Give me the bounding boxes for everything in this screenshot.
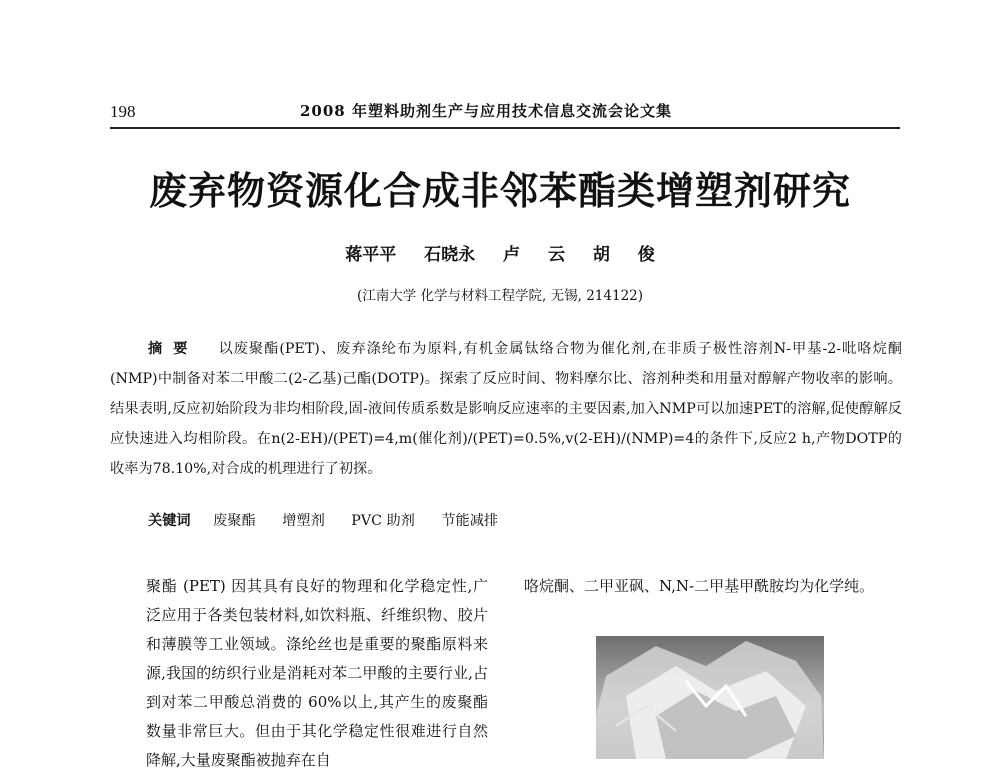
keywords <box>148 510 520 530</box>
body-column-right <box>524 572 902 601</box>
authors: 蒋平平 石晓永 卢 云 胡 俊 <box>345 245 655 265</box>
keyword: PVC 助剂 <box>351 513 415 529</box>
header-rule <box>110 127 900 129</box>
running-header: 2008 年塑料助剂生产与应用技术信息交流会论文集 <box>300 102 672 120</box>
abstract <box>110 334 902 484</box>
body-paragraph: 聚酯 (PET) 因其具有良好的物理和化学稳定性,广泛应用于各类包装材料,如饮料瓶、纤维织物、胶片和薄膜等工业领域。涤纶丝也是重要的聚酯原料来源,我国的纺织行业是消耗对苯二甲酸的主要行业,占到对苯二甲酸总消费的 60%以上,其产生的废聚酯数量非常巨大。但由于其化学稳定性很难进行自然降解,大量废聚酯被抛弃在自 <box>146 577 488 769</box>
body-paragraph: 咯烷酮、二甲亚砜、N,N-二甲基甲酰胺均为化学纯。 <box>524 577 875 595</box>
abstract-text: 以废聚酯(PET)、废弃涤纶布为原料,有机金属钛络合物为催化剂,在非质子极性溶剂N-甲基-2-吡咯烷酮(NMP)中制备对苯二甲酸二(2-乙基)己酯(DOTP)。探索了反应时间、物料摩尔比、溶剂种类和用量对醇解产物收率的影响。结果表明,反应初始阶段为非均相阶段,固-液间传质系数是影响反应速率的主要因素,加入NMP可以加速PET的溶解,促使醇解反应快速进入均相阶段。在n(2-EH)/(PET)=4,m(催化剂)/(PET)=0.5%,v(2-EH)/(NMP)=4的条件下,反应2 h,产物DOTP的收率为78.10%,对合成的机理进行了初探。 <box>110 341 902 477</box>
photo-figure-image <box>596 636 824 759</box>
keyword: 废聚酯 <box>213 513 256 529</box>
keyword: 增塑剂 <box>282 513 325 529</box>
page-number: 198 <box>110 102 136 121</box>
affiliation: (江南大学 化学与材料工程学院, 无锡, 214122) <box>356 288 644 304</box>
paper-title: 废弃物资源化合成非邻苯酯类增塑剂研究 <box>148 168 851 213</box>
keywords-label: 关键词 <box>148 513 191 529</box>
keyword: 节能减排 <box>441 513 499 529</box>
body-column-left <box>110 572 488 775</box>
abstract-label: 摘要 <box>148 341 199 357</box>
photo-figure <box>596 636 824 759</box>
